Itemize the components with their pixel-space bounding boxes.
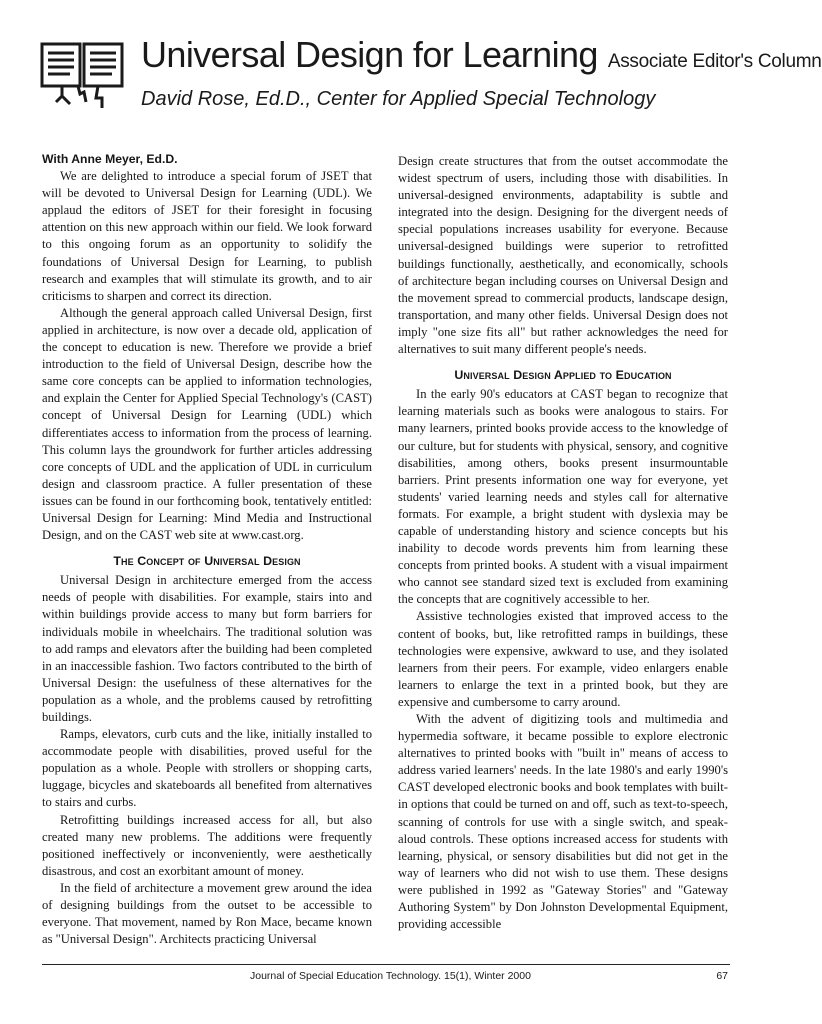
column-logo-icon — [40, 38, 126, 110]
coauthor-note: With Anne Meyer, Ed.D. — [42, 152, 178, 166]
left-column — [42, 151, 372, 948]
footer-divider — [42, 964, 730, 965]
paragraph: In the early 90's educators at CAST began to recognize that learning materials such as books were analogous to stairs. For many learners, printed books provide access to the knowledge of our culture, but for students with physical, sensory, and cognitive disabilities, among others, books present insurmountable barriers. Print presents information one way for everyone, yet students' varied learning needs and styles call for alternative formats. For example, a bright student with dyslexia may be capable of understanding history and science concepts but his inability to decode words prevents him from learning these concepts from printed books. A student with a visual impairment who cannot see standard sized text is excluded from examining the concepts that are cognitively accessible to her. — [398, 387, 728, 607]
paragraph: Ramps, elevators, curb cuts and the like, initially installed to accommodate people with disabilities, proved useful for the population as a whole. People with strollers or shopping carts, luggage, bicycles and skateboards all benefited from alternatives to stairs and curbs. — [42, 727, 372, 810]
paragraph: Retrofitting buildings increased access for all, but also created many new problems. The additions were frequently positioned ineffectively or inconveniently, were aesthetically disastrous, and cost an exorbitant amount of money. — [42, 812, 372, 878]
column-label: Associate Editor's Column — [607, 51, 822, 72]
paragraph: In the field of architecture a movement grew around the idea of designing buildings from the outset to be accessible to everyone. That movement, named by Ron Mace, became known as "Universal Design". Architects practicing Universal — [42, 880, 372, 947]
section-heading-education: Universal Design Applied to Education — [454, 368, 672, 383]
paragraph: With the advent of digitizing tools and multimedia and hypermedia software, it became possible to explore electronic alternatives to printed books with "built in" means of access to address varied learners' needs. In the late 1980's and early 1990's CAST developed electronic books and book templates with built-in options that could be turned on and off, such as text-to-speech, scanning of controls for use with a single switch, and speak-aloud controls. These options increased access for students with learning, physical, or sensory disabilities but did not get in the way of learners who did not wish to use them. These designs were published in 1992 as "Gateway Stories" and "Gateway Authoring System" by Don Johnston Developmental Equipment, providing accessible — [398, 712, 728, 932]
article-title: Universal Design for Learning — [141, 34, 598, 75]
page-footer — [0, 970, 768, 986]
paragraph: Universal Design in architecture emerged from the access needs of people with disabilities. For example, stairs into and within buildings provide access to many but form barriers for individuals mobile in wheelchairs. The traditional solution was to add ramps and elevators after the building had been completed in an inaccessible fashion. Two factors contributed to the birth of Universal Design: the usefulness of these alternatives for the population as a whole, and the problems caused by retrofitting buildings. — [42, 573, 372, 724]
right-column — [398, 153, 728, 933]
paragraph: Although the general approach called Universal Design, first applied in architecture, is now over a decade old, application of the concept to education is new. Therefore we provide a brief introduction to the field of Universal Design, describe how the same core concepts can be applied to information technologies, and explain the Center for Applied Special Technology's (CAST) concept of Universal Design for Learning (UDL) which differentiates access to information from the process of learning. This column lays the groundwork for further articles addressing core concepts of UDL and the application of UDL in curriculum design and classroom practice. A fuller presentation of these issues can be found in our forthcoming book, tentatively entitled: Universal Design for Learning: Mind Media and Instructional Design, and on the CAST web site at www.cast.org. — [42, 305, 372, 543]
byline: David Rose, Ed.D., Center for Applied Special Technology — [141, 88, 656, 110]
paragraph: Assistive technologies existed that improved access to the content of books, but, like retrofitted ramps in buildings, these technologies were expensive, awkward to use, and they isolated learners from their peers. For example, video enlargers enable learners to enlarge the text in a printed book, but they are expensive and cumbersome to carry around. — [398, 609, 728, 709]
paragraph: Design create structures that from the outset accommodate the widest spectrum of users, including those with disabilities. In universal-designed environments, adaptability is subtle and integrated into the design. Designing for the divergent needs of special populations increases usability for everyone. Because universal-designed buildings were superior to retrofitted buildings functionally, aesthetically, and economically, schools of architecture began including courses on Universal Design and the movement spread to commercial products, landscape design, transportation, and many other fields. Universal Design does not imply "one size fits all" but rather acknowledges the need for alternatives to suit many different people's needs. — [398, 154, 728, 357]
paragraph: We are delighted to introduce a special forum of JSET that will be devoted to Universal Design for Learning (UDL). We applaud the editors of JSET for their foresight in focusing attention on this new approach within our field. We look forward to this ongoing forum as an opportunity to solidify the foundations of Universal Design for Learning, to publish research and examples that will stimulate its growth, and to air criticisms to sharpen and correct its direction. — [42, 169, 372, 303]
header-title-row — [141, 34, 822, 76]
section-heading-concept: The Concept of Universal Design — [113, 554, 301, 569]
page-number: 67 — [716, 970, 728, 982]
journal-citation: Journal of Special Education Technology. 15(1), Winter 2000 — [250, 970, 531, 982]
